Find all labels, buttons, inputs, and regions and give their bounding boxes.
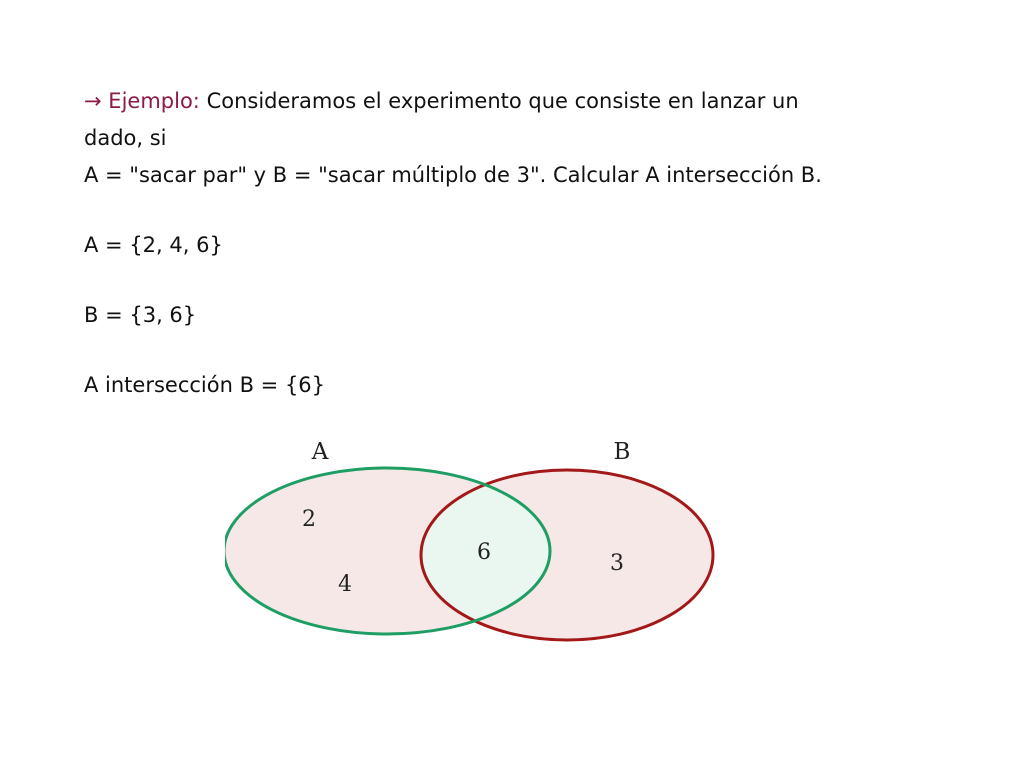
element-intersection: 6: [477, 540, 491, 565]
element-only-b: 3: [610, 551, 624, 576]
example-label: Ejemplo:: [108, 89, 200, 113]
set-b-label: B: [613, 439, 631, 465]
example-text: [84, 83, 964, 404]
example-intro-line-2: dado, si: [84, 126, 167, 150]
set-a-label: A: [311, 439, 329, 465]
venn-diagram: [225, 430, 735, 650]
spacer: [84, 264, 964, 297]
spacer: [84, 194, 964, 227]
example-intro-text: Consideramos el experimento que consiste en lanzar un: [206, 89, 799, 113]
example-arrow: →: [84, 89, 102, 113]
intersection-result: A intersección B = {6}: [84, 373, 326, 397]
set-b-definition: B = {3, 6}: [84, 303, 197, 327]
example-statement: A = "sacar par" y B = "sacar múltiplo de 3". Calcular A intersección B.: [84, 163, 822, 187]
element-only-a: 2: [302, 507, 316, 532]
element-only-a: 4: [338, 572, 352, 597]
example-intro-line-1: [84, 83, 964, 120]
set-a-definition: A = {2, 4, 6}: [84, 233, 223, 257]
spacer: [84, 334, 964, 367]
